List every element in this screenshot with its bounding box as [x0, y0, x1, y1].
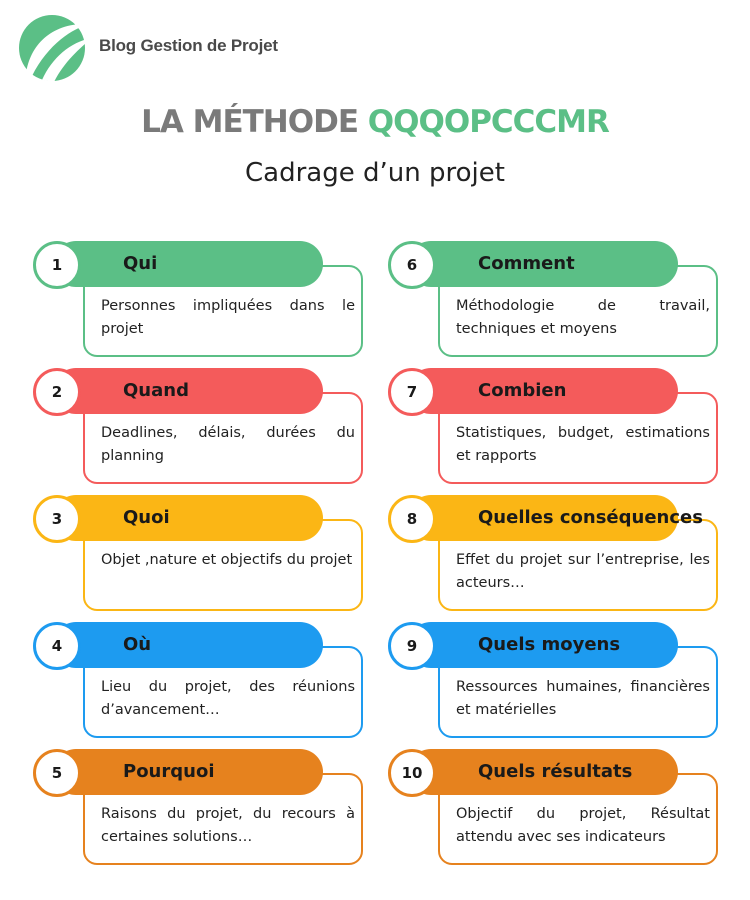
- step-card: [33, 622, 373, 742]
- step-label: Quels résultats: [478, 761, 633, 782]
- step-number-badge: 2: [33, 368, 81, 416]
- step-label: Où: [123, 634, 152, 655]
- step-label: Qui: [123, 253, 158, 274]
- page-title: [0, 104, 750, 140]
- step-description: Deadlines, délais, durées du planning: [101, 425, 355, 464]
- step-description: Raisons du projet, du recours à certaines solutions…: [101, 806, 355, 845]
- step-header: [53, 749, 323, 795]
- step-card: [33, 368, 373, 488]
- step-card: [33, 495, 373, 615]
- step-header: [53, 495, 323, 541]
- step-label: Comment: [478, 253, 575, 274]
- step-number-badge: 9: [388, 622, 436, 670]
- step-label: Combien: [478, 380, 567, 401]
- step-card: [388, 749, 728, 869]
- step-header: [408, 749, 678, 795]
- step-header: [53, 368, 323, 414]
- step-description: Méthodologie de travail, techniques et moyens: [456, 298, 710, 337]
- step-header: [408, 622, 678, 668]
- step-description: Objet ,nature et objectifs du projet: [101, 552, 353, 568]
- step-number-badge: 3: [33, 495, 81, 543]
- step-number-badge: 4: [33, 622, 81, 670]
- step-header: [53, 241, 323, 287]
- step-card: [388, 495, 728, 615]
- step-description: Lieu du projet, des réunions d’avancement…: [101, 679, 355, 718]
- step-description: Ressources humaines, financières et matérielles: [456, 679, 710, 718]
- title-prefix: LA MÉTHODE: [141, 104, 358, 140]
- page-subtitle: Cadrage d’un projet: [245, 158, 505, 188]
- leaf-logo-icon: [18, 14, 94, 82]
- step-number-badge: 6: [388, 241, 436, 289]
- step-description: Objectif du projet, Résultat attendu avec ses indicateurs: [456, 806, 710, 845]
- brand-name: Blog Gestion de Projet: [99, 36, 278, 55]
- step-label: Quels moyens: [478, 634, 621, 655]
- step-number-badge: 8: [388, 495, 436, 543]
- step-label: Pourquoi: [123, 761, 215, 782]
- step-number-badge: 7: [388, 368, 436, 416]
- step-card: [33, 241, 373, 361]
- step-header: [53, 622, 323, 668]
- step-number-badge: 1: [33, 241, 81, 289]
- step-description: Statistiques, budget, estimations et rapports: [456, 425, 710, 464]
- step-description: Personnes impliquées dans le projet: [101, 298, 355, 337]
- step-card: [388, 622, 728, 742]
- step-header: [408, 368, 678, 414]
- step-description: Effet du projet sur l’entreprise, les acteurs…: [456, 552, 710, 591]
- title-accent: QQQOPCCCMR: [367, 104, 609, 140]
- step-header: [408, 241, 678, 287]
- step-number-badge: 10: [388, 749, 436, 797]
- step-card: [388, 368, 728, 488]
- step-card: [388, 241, 728, 361]
- step-label: Quand: [123, 380, 189, 401]
- step-label: Quoi: [123, 507, 170, 528]
- step-card: [33, 749, 373, 869]
- step-label: Quelles conséquences: [478, 507, 703, 528]
- step-number-badge: 5: [33, 749, 81, 797]
- step-header: [408, 495, 703, 541]
